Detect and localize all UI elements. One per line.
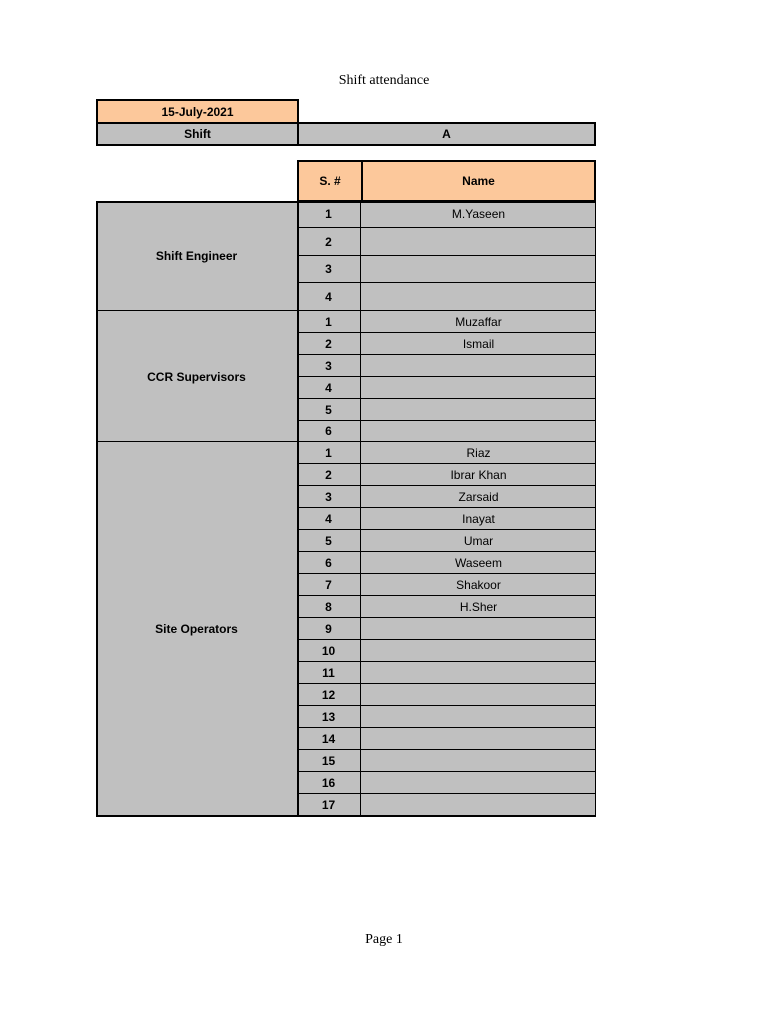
row-name — [361, 618, 596, 640]
group-label: Shift Engineer — [96, 201, 297, 311]
row-name: Ibrar Khan — [361, 464, 596, 486]
row-name — [361, 421, 596, 442]
row-name — [361, 794, 596, 816]
column-header-sn: S. # — [297, 160, 363, 202]
row-name — [361, 228, 596, 256]
row-name: Inayat — [361, 508, 596, 530]
row-number: 5 — [297, 399, 361, 421]
row-number: 2 — [297, 228, 361, 256]
row-name — [361, 355, 596, 377]
row-name: Riaz — [361, 442, 596, 464]
row-name — [361, 662, 596, 684]
table-right-border — [595, 201, 596, 816]
row-name — [361, 377, 596, 399]
row-number: 2 — [297, 464, 361, 486]
row-number: 1 — [297, 201, 361, 228]
row-number: 8 — [297, 596, 361, 618]
group-label: Site Operators — [96, 442, 297, 816]
table-mid-border — [297, 201, 299, 816]
row-number: 1 — [297, 442, 361, 464]
page-number: Page 1 — [365, 932, 403, 947]
row-name: Shakoor — [361, 574, 596, 596]
table-top-border — [96, 201, 596, 203]
row-number: 11 — [297, 662, 361, 684]
row-number: 13 — [297, 706, 361, 728]
row-name: H.Sher — [361, 596, 596, 618]
row-number: 3 — [297, 486, 361, 508]
row-name: Muzaffar — [361, 311, 596, 333]
row-number: 1 — [297, 311, 361, 333]
date-cell: 15-July-2021 — [96, 99, 299, 124]
row-number: 16 — [297, 772, 361, 794]
row-number: 14 — [297, 728, 361, 750]
row-name: Zarsaid — [361, 486, 596, 508]
row-number: 9 — [297, 618, 361, 640]
row-name — [361, 399, 596, 421]
row-number: 4 — [297, 377, 361, 399]
row-number: 15 — [297, 750, 361, 772]
row-number: 6 — [297, 421, 361, 442]
row-number: 6 — [297, 552, 361, 574]
row-name — [361, 772, 596, 794]
row-name — [361, 684, 596, 706]
column-header-name: Name — [361, 160, 596, 202]
row-name — [361, 283, 596, 311]
shift-value-cell: A — [297, 122, 596, 146]
row-number: 3 — [297, 256, 361, 283]
row-number: 7 — [297, 574, 361, 596]
row-name — [361, 706, 596, 728]
group-divider — [96, 815, 596, 817]
row-number: 10 — [297, 640, 361, 662]
table-left-border — [96, 201, 98, 816]
row-number: 2 — [297, 333, 361, 355]
row-number: 17 — [297, 794, 361, 816]
row-number: 12 — [297, 684, 361, 706]
row-name — [361, 728, 596, 750]
row-name — [361, 640, 596, 662]
row-number: 5 — [297, 530, 361, 552]
row-name: Waseem — [361, 552, 596, 574]
row-name — [361, 256, 596, 283]
row-number: 3 — [297, 355, 361, 377]
row-name — [361, 750, 596, 772]
row-name: Ismail — [361, 333, 596, 355]
shift-label-cell: Shift — [96, 122, 299, 146]
row-name: Umar — [361, 530, 596, 552]
row-name: M.Yaseen — [361, 201, 596, 228]
row-number: 4 — [297, 283, 361, 311]
group-label: CCR Supervisors — [96, 311, 297, 442]
row-number: 4 — [297, 508, 361, 530]
document-title: Shift attendance — [338, 73, 430, 88]
